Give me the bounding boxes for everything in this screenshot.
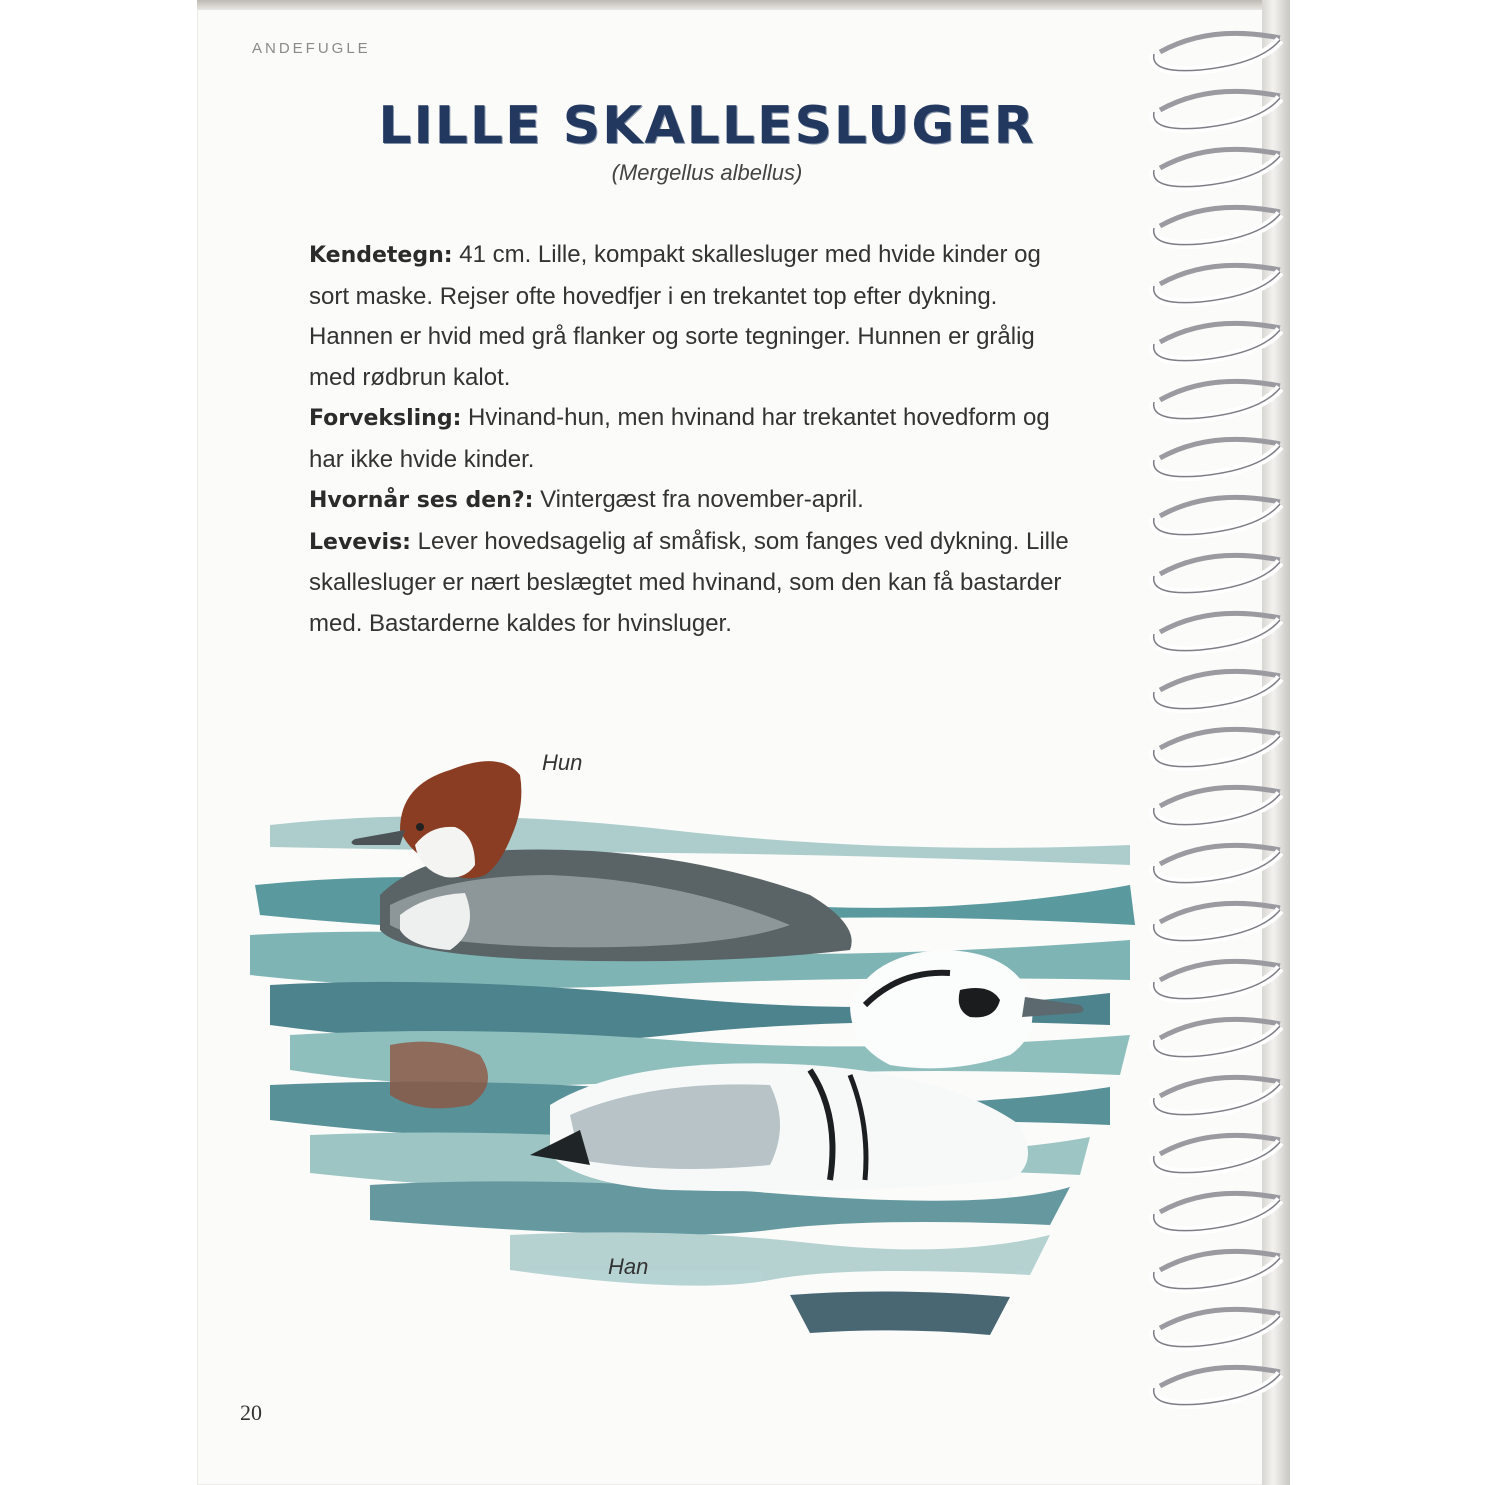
paragraph-heading: Levevis:: [309, 529, 411, 555]
paragraph-body: Lever hovedsagelig af småfisk, som fanges ved dykning. Lille skallesluger er nært beslægtet med hvinand, som den kan få bastarder med. Bastarderne kaldes for hvinsluger.: [309, 527, 1069, 637]
page-title: LILLE SKALLESLUGER: [378, 96, 1036, 156]
paragraph-body: Hvinand-hun, men hvinand har trekantet hovedform og har ikke hvide kinder.: [309, 404, 1050, 473]
latin-name: [197, 160, 1217, 186]
female-smew: [352, 761, 852, 961]
paragraph-body: 41 cm. Lille, kompakt skallesluger med hvide kinder og sort maske. Rejser ofte hovedfjer i en trekantet top efter dykning. Hannen er hvid med grå flanker og sorte tegninger. Hunnen er grålig med rødbrun kalot.: [309, 241, 1041, 391]
page-number: 20: [240, 1400, 262, 1425]
spiral-binding: [1140, 0, 1300, 1485]
description-text: [309, 235, 1069, 644]
spiral-coils: [1154, 33, 1280, 1404]
latin-name-text: (Mergellus albellus): [611, 160, 803, 185]
section-header: ANDEFUGLE: [252, 40, 371, 57]
smew-illustration: [250, 735, 1140, 1365]
label-female: Hun: [542, 750, 583, 775]
paragraph-forveksling: [309, 398, 1069, 480]
paragraph-levevis: [309, 522, 1069, 645]
paragraph-heading: Kendetegn:: [309, 243, 453, 268]
paragraph-kendetegn: [309, 235, 1069, 398]
paragraph-heading: Forveksling:: [309, 406, 462, 431]
paragraph-heading: Hvornår ses den?:: [309, 488, 534, 513]
paragraph-hvornaar: [309, 480, 1069, 522]
label-male: Han: [608, 1254, 649, 1279]
paragraph-body: Vintergæst fra november-april.: [533, 486, 864, 513]
page-top-edge: [197, 0, 1289, 10]
